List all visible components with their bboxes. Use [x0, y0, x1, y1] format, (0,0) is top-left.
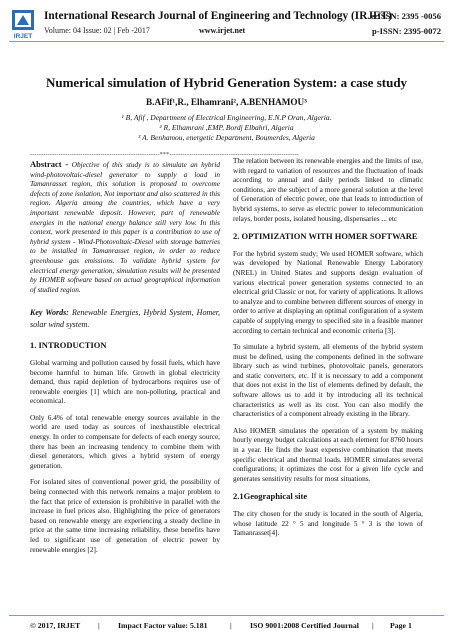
footer-separator: |	[230, 621, 232, 630]
section2-paragraph: Also HOMER simulates the operation of a system by making hourly energy budget calculations at each element for 8760 hours in a year. He finds the least expensive combination that meets specific electrical and thermal loads. HOMER simulates several configurations; it optimizes the cost for a given life cycle and generates sensitivity results for most situations.	[233, 426, 423, 483]
journal-title: International Research Journal of Engineering and Technology (IRJET)	[44, 10, 392, 22]
footer-separator: |	[98, 621, 100, 630]
intro-paragraph: For isolated sites of conventional power grid, the possibility of being connected with this network remains a major problem to the fact that price of extension is prohibitive in parallel with the increase in fuel prices also. Highlighting the price of generators based on renewable energy are experiencing a steady decline in price at the same time increasing reliability, these benefits have led to significant use of generation of electric power by renewable energies [2].	[30, 478, 220, 554]
paper-title: Numerical simulation of Hybrid Generation System: a case study	[45, 75, 408, 90]
footer-divider	[9, 615, 444, 616]
irjet-logo-icon	[9, 9, 37, 39]
svg-text:IRJET: IRJET	[13, 33, 33, 39]
footer-copyright: © 2017, IRJET	[30, 621, 81, 630]
right-column	[233, 157, 423, 546]
section2-paragraph: To simulate a hybrid system, all elements of the hybrid system must be defined, using the components defined in the software library such as wind turbines, photovoltaic panels, generators and static converters, etc. If it is necessary to add a component that does not exist in the list of elements defined by default, the software allows us to add it by introducing all its technical characteristics as well as its cost. You can also modify the characteristics of a component already existing in the library.	[233, 343, 423, 419]
section2-paragraph: For the hybrid system study; We used HOMER software, which was developed by National Renewable Energy Laboratory (NREL) in United States and supports design evaluation of various electrical power generation systems connected to an electrical grid Classic or not, for variety of applications. It allows to analyze and to combine between different sources of energy in order to arrive at displaying an optimal configuration of a system capable of supplying energy to specified site in a feasible manner according to certain technical and economic criteria [3].	[233, 249, 423, 335]
abstract-label: Abstract -	[30, 159, 69, 169]
header-divider	[9, 41, 444, 42]
keywords-label: Key Words:	[30, 308, 69, 318]
footer-separator: |	[372, 621, 374, 630]
pissn: p-ISSN: 2395-0072	[372, 26, 441, 36]
section21-paragraph: The city chosen for the study is located in the south of Algeria, whose latitude 22 ° 5 and longitude 5 ° 3 is the town of Tamanrasset[4].	[233, 510, 423, 538]
section-separator: -----------------------------------------------------------***-----------------------------------------------------------	[30, 152, 299, 158]
paper-authors: B.AFif¹,R., Elhamrani², A.BENHAMOU³	[146, 97, 307, 107]
abstract	[30, 160, 220, 295]
section2-heading: 2. OPTIMIZATION WITH HOMER SOFTWARE	[233, 231, 418, 242]
introduction-heading: 1. INTRODUCTION	[30, 340, 107, 351]
intro-paragraph: Global warming and pollution caused by fossil fuels, which have become harmful to human life. Growth in global electricity demand, thus rapid depletion of hydrocarbons requires use of renewable energies [1] which are non-polluting, practical and economical.	[30, 358, 220, 406]
intro-paragraph: Only 6.4% of total renewable energy sources available in the world are used today as sources of inexhaustible electrical energy. In order to compensate for defects of each energy source, there has been an increasing tendency to combine them with diesel generators, which gives a hybrid system of energy generation.	[30, 413, 220, 470]
footer-page-number: Page 1	[390, 621, 412, 630]
section21-heading: 2.1Geographical site	[233, 491, 308, 502]
intro-continued: The relation between its renewable energies and the limits of use, with regard to variation of resources and the fluctuation of loads according to annual and daily periods linked to climatic conditions, are the subject of a more general solution at the level of Generation of electric power, one that leads to introduction of hybrid systems, to serve as electric power to telecommunication relays, border posts, isolated housing, dispensaries ... etc	[233, 157, 423, 223]
keywords-text: Renewable Energies, Hybrid System, Homer, solar wind system.	[30, 308, 220, 330]
affiliation-3: ³ A. Benhamou, energetic Department, Boumerdes, Algeria	[138, 133, 315, 142]
journal-website-link[interactable]: www.irjet.net	[199, 26, 246, 35]
footer-iso: ISO 9001:2008 Certified Journal	[250, 621, 359, 630]
affiliation-1: ¹ B, Afif , Department of Electrical Engineering, E.N.P Oran, Algeria.	[121, 113, 332, 122]
left-column	[30, 160, 220, 562]
journal-header	[0, 0, 453, 64]
volume-issue: Volume: 04 Issue: 02 | Feb -2017	[44, 26, 150, 35]
abstract-text: Objective of this study is to simulate an hybrid wind-photovoltaic-diesel generator to supply a load in Tamanrasset region, this solution is proposed to overcome defects of zone isolation, Not important and also scattered in this region. Algeria among the countries, which have a very important renewable deposit. However, part of renewable energies in the national energy balance still very low. In this context, work presented in this paper is a contribution to use of hybrid system - Wind-Photovoltaic-Diesel with storage batteries to be installed in Tamanrasset region, in order to reduce greenhouse gas emissions. To validate hybrid system for electrical energy generation, simulation results will be presented by HOMER software based on actual geographical information of studied region.	[30, 161, 221, 294]
eissn: e-ISSN: 2395 -0056	[370, 11, 441, 21]
affiliation-2: ² R, Elhamrani ,EMP, Bordj Elbahri, Algeria	[159, 123, 294, 132]
keywords	[30, 307, 220, 331]
footer-impact-factor: Impact Factor value: 5.181	[118, 621, 208, 630]
